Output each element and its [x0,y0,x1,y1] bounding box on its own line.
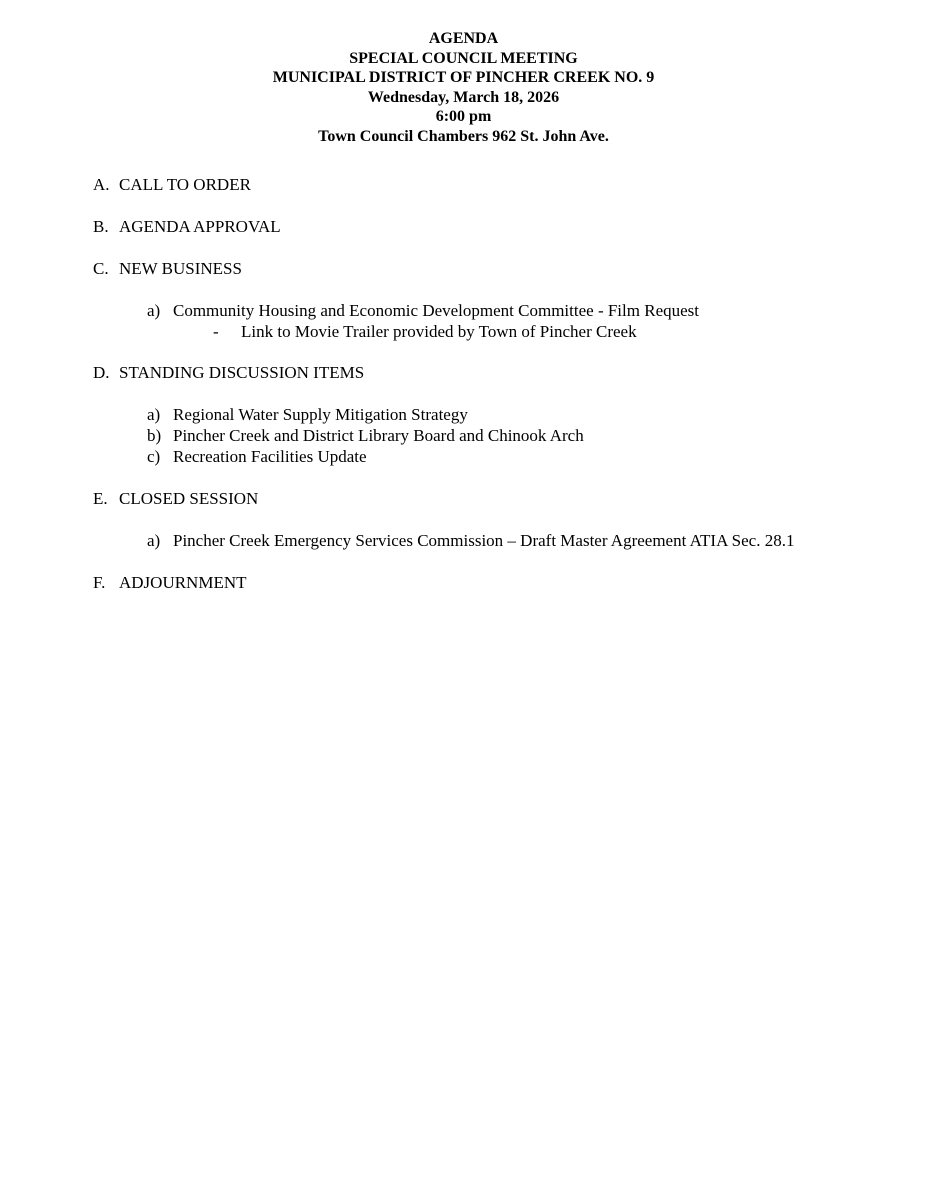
header-meeting-type: SPECIAL COUNCIL MEETING [349,49,578,67]
section-standing-discussion-items [93,362,364,383]
header-location: Town Council Chambers 962 St. John Ave. [318,127,609,145]
section-title: ADJOURNMENT [119,573,247,592]
item-text: Link to Movie Trailer provided by Town of Pincher Creek [241,322,637,341]
header-time: 6:00 pm [435,108,492,126]
section-title: CLOSED SESSION [119,489,259,508]
agenda-header [0,29,927,147]
item-letter: b) [147,426,162,445]
section-letter: B. [93,217,109,236]
section-title: CALL TO ORDER [119,175,251,194]
agenda-item [147,425,584,446]
agenda-item [147,300,699,321]
agenda-item [147,404,468,425]
section-letter: D. [93,363,110,382]
header-organization: MUNICIPAL DISTRICT OF PINCHER CREEK NO. 9 [272,69,655,87]
item-text: Recreation Facilities Update [173,447,367,466]
item-text: Pincher Creek Emergency Services Commission – Draft Master Agreement ATIA Sec. 28.1 [173,531,795,550]
header-title: AGENDA [428,30,499,47]
item-letter: a) [147,301,161,320]
section-title: NEW BUSINESS [119,259,242,278]
item-text: Pincher Creek and District Library Board and Chinook Arch [173,426,584,445]
item-letter: a) [147,531,161,550]
agenda-item [147,530,794,551]
section-letter: C. [93,259,109,278]
header-date: Wednesday, March 18, 2026 [367,88,560,106]
section-title: AGENDA APPROVAL [119,217,281,236]
section-letter: A. [93,175,110,194]
item-letter: c) [147,447,161,466]
item-text: Community Housing and Economic Development Committee - Film Request [173,301,699,320]
item-letter: a) [147,405,161,424]
section-title: STANDING DISCUSSION ITEMS [119,363,365,382]
section-adjournment [93,572,247,593]
item-text: Regional Water Supply Mitigation Strategy [173,405,468,424]
section-letter: E. [93,489,108,508]
section-new-business [93,258,242,279]
agenda-item [147,446,367,467]
section-call-to-order [93,174,251,195]
agenda-sub-item [213,321,637,342]
section-closed-session [93,488,258,509]
item-bullet: - [213,322,219,341]
section-agenda-approval [93,216,281,237]
section-letter: F. [93,573,106,592]
